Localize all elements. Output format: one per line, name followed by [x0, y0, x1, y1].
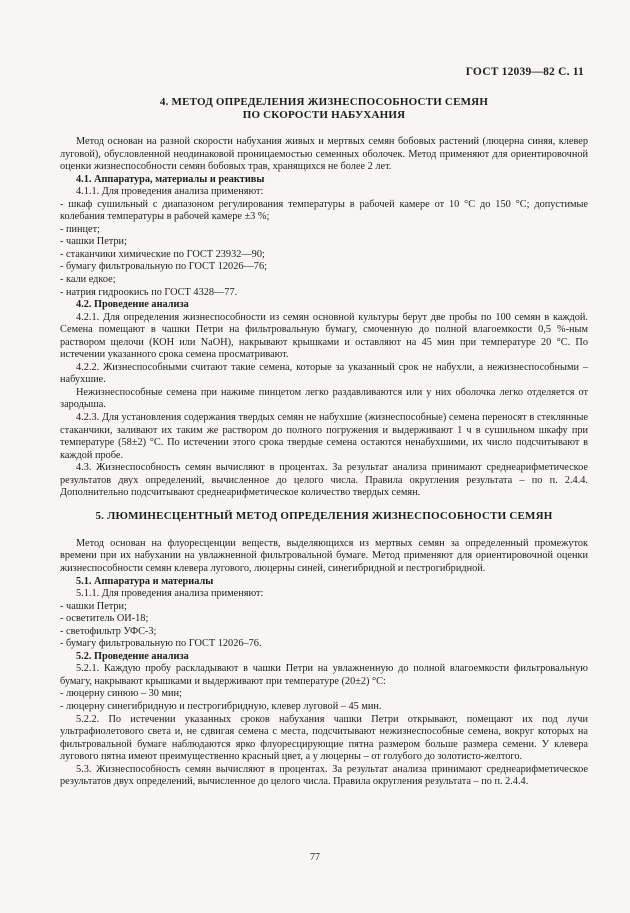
- list-item: - осветитель ОИ-18;: [60, 613, 588, 626]
- list-item: - натрия гидроокись по ГОСТ 4328—77.: [60, 287, 588, 300]
- subsection-4-1-heading: 4.1. Аппаратура, материалы и реактивы: [76, 173, 265, 185]
- list-item: - стаканчики химические по ГОСТ 23932—90;: [60, 249, 588, 262]
- list-item: - бумагу фильтровальную по ГОСТ 12026–76.: [60, 638, 588, 651]
- subsection-5-1-heading: 5.1. Аппаратура и материалы: [76, 575, 214, 587]
- paragraph-4-3: 4.3. Жизнеспособность семян вычисляют в процентах. За результат анализа принимают среднеарифметическое результатов двух определений, вычисленное до целого числа. Правила округления результата – по п. 2.4.4. Дополнительно подсчитывают среднеарифметическое количество твердых семян.: [60, 462, 588, 499]
- section-4-title-line-1: 4. МЕТОД ОПРЕДЕЛЕНИЯ ЖИЗНЕСПОСОБНОСТИ СЕМЯН: [159, 96, 489, 108]
- page-number: 77: [310, 852, 320, 863]
- paragraph-5-3: 5.3. Жизнеспособность семян вычисляют в процентах. За результат анализа принимают среднеарифметическое результатов двух определений, вычисленное до целого числа. Правила округления результата – по п. 2.4.4.: [60, 763, 588, 788]
- subsection-4-2-heading: 4.2. Проведение анализа: [76, 299, 189, 311]
- paragraph-4-2-2: 4.2.2. Жизнеспособными считают такие семена, которые за указанный срок не набухли, а нежизнеспособными – набухшие.: [60, 361, 588, 386]
- paragraph-4-2-2-cont: Нежизнеспособные семена при нажиме пинцетом легко раздавливаются или у них оболочка легко отделяется от зародыша.: [60, 386, 588, 411]
- list-item: - чашки Петри;: [60, 601, 588, 614]
- section-4-title-line-2: ПО СКОРОСТИ НАБУХАНИЯ: [242, 109, 406, 121]
- list-item: - люцерну синегибридную и пестрогибридную, клевер луговой – 45 мин.: [60, 701, 588, 714]
- list-item: - шкаф сушильный с диапазоном регулирования температуры в рабочей камере от 10 °С до 150 °С; допустимые колебания температуры в рабочей камере ±3 %;: [60, 199, 588, 224]
- page-header: ГОСТ 12039—82 С. 11: [465, 66, 584, 78]
- page-content: [60, 96, 588, 789]
- list-item: - бумагу фильтровальную по ГОСТ 12026—76;: [60, 261, 588, 274]
- section-5-intro: Метод основан на флуоресценции веществ, выделяющихся из мертвых семян за определенный промежуток времени при их набухании на увлажненной фильтровальной бумаге. Метод применяют для ориентировочной оценки жизнеспособности семян клевера лугового, люцерны синей, синегибридной и пестрогибридной.: [60, 537, 588, 574]
- list-item: - люцерну синюю – 30 мин;: [60, 688, 588, 701]
- paragraph-5-2-2: 5.2.2. По истечении указанных сроков набухания чашки Петри открывают, помещают их под лучи ультрафиолетового света и, не сдвигая семена с места, подсчитывают нежизнеспособные семена, вокруг которых на фильтровальной бумаге наблюдаются ярко флуоресцирующие пятна размером больше размера семени. У клевера лугового пятна имеют преимущественно красный цвет, а у люцерны – от голубого до золотисто-желтого.: [60, 713, 588, 763]
- list-item: - чашки Петри;: [60, 236, 588, 249]
- section-4-intro: Метод основан на разной скорости набухания живых и мертвых семян бобовых растений (люцерна синяя, клевер луговой), обусловленной неодинаковой проницаемостью семенных оболочек. Метод применяют для ориентировочной оценки жизнеспособности семян бобовых трав, хранящихся не более 2 лет.: [60, 136, 588, 173]
- paragraph-5-2-1: 5.2.1. Каждую пробу раскладывают в чашки Петри на увлажненную до полной влагоемкости фильтровальную бумагу, накрывают крышками и выдерживают при температуре (20±2) °С:: [60, 663, 588, 687]
- paragraph-4-1-1: 4.1.1. Для проведения анализа применяют:: [76, 186, 264, 198]
- list-item: - пинцет;: [60, 224, 588, 237]
- paragraph-5-1-1: 5.1.1. Для проведения анализа применяют:: [76, 588, 264, 600]
- paragraph-4-2-1: 4.2.1. Для определения жизнеспособности из семян основной культуры берут две пробы по 100 семян в каждой. Семена помещают в чашки Петри на фильтровальную бумагу, смоченную до полной влагоемкости 0,5 %-ным раствором щелочи (КОН или NaOH), накрывают крышками и оставляют на 45 мин при температуре 20 °С. По истечении указанного срока семена просматривают.: [60, 311, 588, 361]
- section-4-title: [60, 96, 588, 122]
- section-5-title: 5. ЛЮМИНЕСЦЕНТНЫЙ МЕТОД ОПРЕДЕЛЕНИЯ ЖИЗНЕСПОСОБНОСТИ СЕМЯН: [95, 509, 553, 522]
- list-item: - светофильтр УФС-3;: [60, 626, 588, 639]
- list-item: - кали едкое;: [60, 274, 588, 287]
- subsection-5-2-heading: 5.2. Проведение анализа: [76, 650, 189, 662]
- paragraph-4-2-3: 4.2.3. Для установления содержания твердых семян не набухшие (жизнеспособные) семена переносят в стеклянные стаканчики, заливают их таким же раствором до полного погружения и выдерживают 1 ч в сушильном шкафу при температуре (58±2) °С. По истечении этого срока твердые семена остаются ненабухшими, их число подсчитывают в каждой пробе.: [60, 412, 588, 461]
